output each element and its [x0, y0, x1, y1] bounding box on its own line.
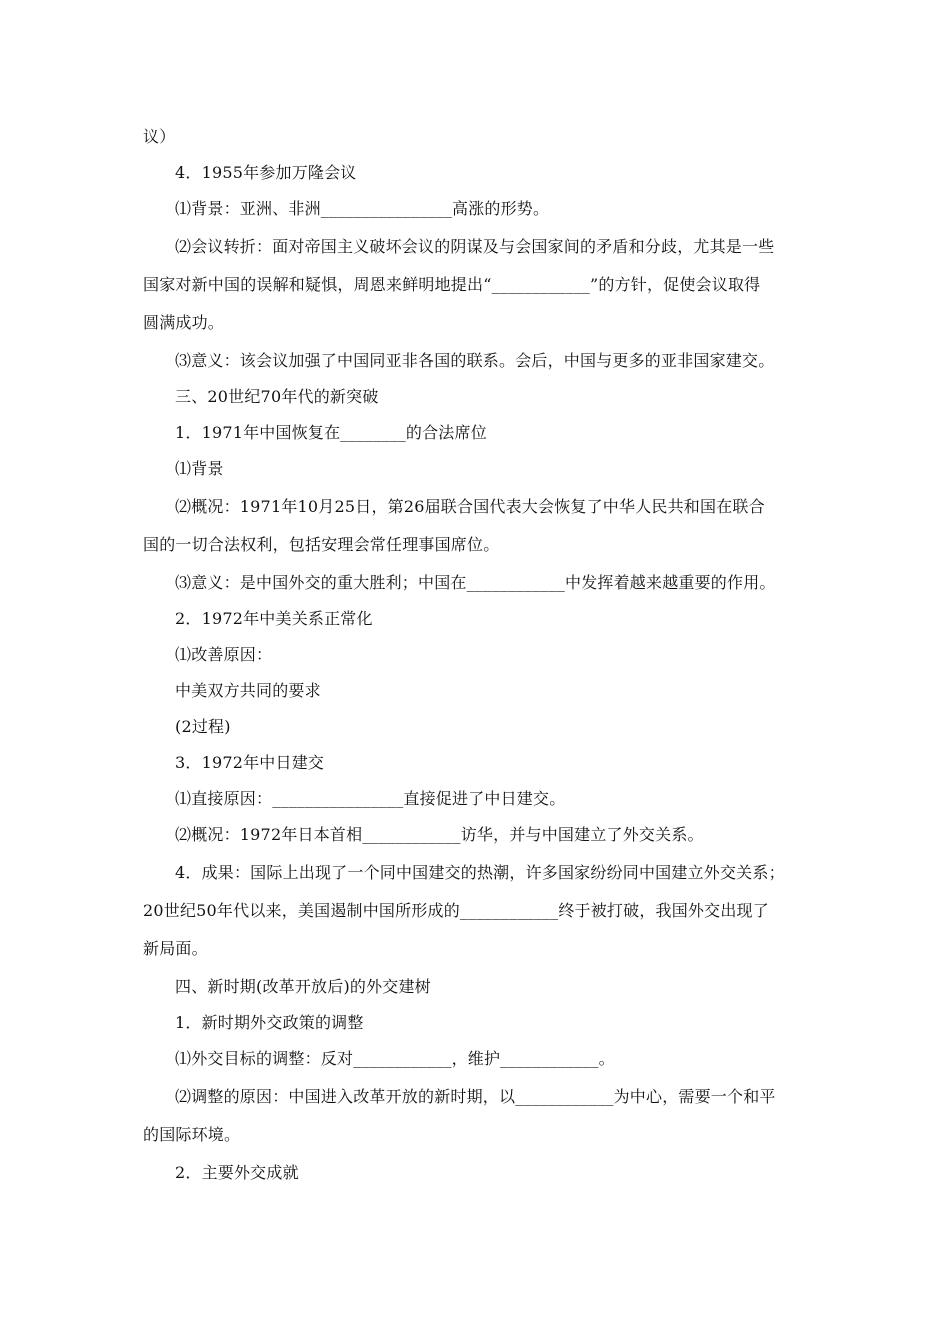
section-heading: 三、20世纪70年代的新突破	[175, 387, 379, 406]
text-line: 20世纪50年代以来，美国遏制中国所形成的____________终于被打破，我国外交出现了	[143, 901, 769, 920]
text-line: 国的一切合法权利，包括安理会常任理事国席位。	[143, 535, 500, 554]
text-line: ⑵概况：1972年日本首相____________访华，并与中国建立了外交关系。	[175, 825, 704, 844]
text-line: 圆满成功。	[143, 313, 225, 332]
text-line: ⑵会议转折：面对帝国主义破坏会议的阴谋及与会国家间的矛盾和分歧，尤其是一些	[175, 237, 775, 256]
section-item-heading: 2．主要外交成就	[175, 1163, 299, 1182]
text-line: 中美双方共同的要求	[175, 681, 321, 700]
text-line: ⑴直接原因：________________直接促进了中日建交。	[175, 789, 566, 808]
text-line: 国家对新中国的误解和疑惧，周恩来鲜明地提出“____________”的方针，促使会议取得	[143, 275, 761, 294]
text-line: ⑴外交目标的调整：反对____________，维护____________。	[175, 1049, 615, 1068]
text-line: (2过程)	[175, 717, 231, 736]
section-item-heading: 1．1971年中国恢复在________的合法席位	[175, 423, 487, 442]
section-item-heading: 2．1972年中美关系正常化	[175, 609, 373, 628]
text-line: ⑵概况：1971年10月25日，第26届联合国代表大会恢复了中华人民共和国在联合	[175, 497, 765, 516]
text-line: ⑵调整的原因：中国进入改革开放的新时期，以____________为中心，需要一个和平	[175, 1087, 776, 1106]
text-line: ⑴背景：亚洲、非洲________________高涨的形势。	[175, 199, 550, 218]
text-line: 新局面。	[143, 939, 208, 958]
text-line: 4．成果：国际上出现了一个同中国建交的热潮，许多国家纷纷同中国建立外交关系；	[175, 863, 785, 882]
section-item-heading: 4．1955年参加万隆会议	[175, 163, 357, 182]
text-line: ⑶意义：该会议加强了中国同亚非各国的联系。会后，中国与更多的亚非国家建交。	[175, 351, 775, 370]
section-item-heading: 1．新时期外交政策的调整	[175, 1013, 364, 1032]
text-line: 议）	[143, 127, 176, 146]
section-item-heading: 3．1972年中日建交	[175, 753, 325, 772]
section-heading: 四、新时期(改革开放后)的外交建树	[175, 977, 431, 996]
text-line: ⑴改善原因：	[175, 645, 273, 664]
text-line: 的国际环境。	[143, 1125, 241, 1144]
text-line: ⑴背景	[175, 459, 224, 478]
text-line: ⑶意义：是中国外交的重大胜利；中国在____________中发挥着越来越重要的作用。	[175, 573, 776, 592]
